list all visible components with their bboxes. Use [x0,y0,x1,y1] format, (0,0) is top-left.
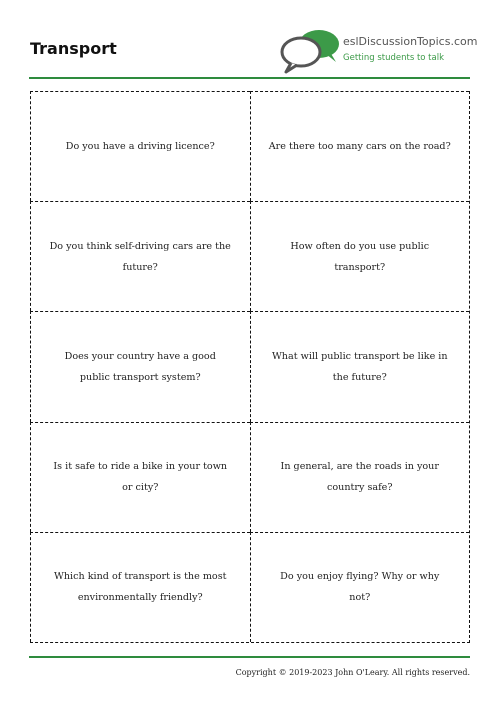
question-card [30,91,250,201]
question-text: In general, are the roads in your country safe? [280,461,439,494]
question-card [250,311,470,421]
question-text: How often do you use public transport? [290,240,430,273]
question-card [250,91,470,201]
header-divider [29,77,470,79]
question-card [30,201,250,311]
question-text: Does your country have a good public transport system? [64,350,216,383]
question-cards-grid [30,91,470,643]
brand-tagline: Getting students to talk [343,53,445,63]
question-text: Is it safe to ride a bike in your town or city? [53,461,228,494]
question-text: Do you enjoy flying? Why or why not? [280,571,440,604]
speech-bubbles-icon [280,28,342,74]
question-text: Are there too many cars on the road? [268,141,451,153]
question-text: Do you think self-driving cars are the future? [49,240,231,273]
question-card [30,311,250,421]
brand-name: eslDiscussionTopics.com [343,35,478,48]
footer-divider [29,656,470,658]
page-title: Transport [30,39,117,58]
question-card [250,201,470,311]
question-text: Which kind of transport is the most environmentally friendly? [54,571,227,604]
question-card [30,422,250,532]
site-logo [280,28,480,74]
copyright-notice: Copyright © 2019-2023 John O'Leary. All rights reserved. [235,668,470,677]
question-card [30,532,250,642]
question-card [250,422,470,532]
question-text: What will public transport be like in the future? [271,350,448,383]
question-card [250,532,470,642]
question-text: Do you have a driving licence? [65,141,215,153]
